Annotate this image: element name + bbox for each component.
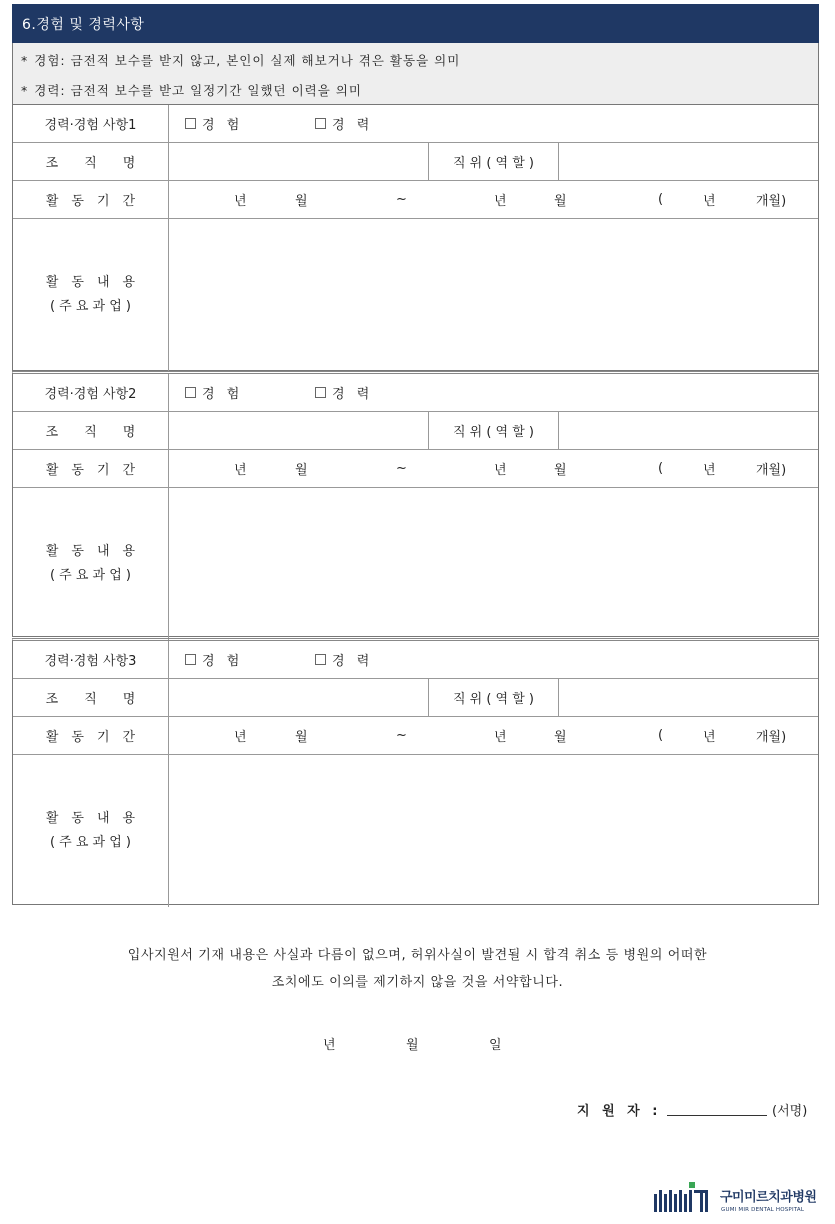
- end-year-unit: 년: [494, 463, 507, 478]
- section-header-row: [13, 374, 818, 412]
- checkbox-icon[interactable]: [185, 387, 196, 398]
- end-year-unit: 년: [494, 194, 507, 209]
- org-name-label: 조 직 명: [13, 143, 169, 180]
- activity-content-label: 활 동 내 용 ( 주 요 과 업 ): [13, 755, 169, 907]
- notes-box: [12, 43, 819, 105]
- duration-months-close: 개월): [756, 730, 787, 745]
- period-tilde: ~: [396, 461, 407, 476]
- section-header-row: [13, 105, 818, 143]
- start-year-unit: 년: [234, 194, 247, 209]
- date-month: 월: [406, 1038, 419, 1053]
- pledge-line-1: 입사지원서 기재 내용은 사실과 다름이 없으며, 허위사실이 발견될 시 합격 취소 등 병원의 어떠한: [127, 948, 708, 963]
- position-role-field[interactable]: [559, 679, 818, 716]
- note-experience: * 경험: 금전적 보수를 받지 않고, 본인이 실제 해보거나 겪은 활동을 의미: [21, 53, 461, 68]
- activity-content-label: 활 동 내 용 ( 주 요 과 업 ): [13, 488, 169, 640]
- activity-content-field[interactable]: [169, 755, 818, 907]
- org-name-label: 조 직 명: [13, 412, 169, 449]
- date-year: 년: [323, 1038, 336, 1053]
- activity-content-field[interactable]: [169, 219, 818, 371]
- section-header-label: 경력·경험 사항1: [13, 105, 169, 142]
- logo-subtitle: GUMI MIR DENTAL HOSPITAL: [721, 1207, 805, 1213]
- period-tilde: ~: [396, 192, 407, 207]
- date-day: 일: [489, 1038, 502, 1053]
- start-year-unit: 년: [234, 730, 247, 745]
- signature-suffix: (서명): [772, 1104, 808, 1119]
- start-month-unit: 월: [295, 463, 308, 478]
- start-month-unit: 월: [295, 194, 308, 209]
- org-row: [13, 143, 818, 181]
- duration-year-unit: 년: [703, 730, 716, 745]
- duration-year-unit: 년: [703, 463, 716, 478]
- checkbox-icon[interactable]: [315, 118, 326, 129]
- position-role-label: 직 위 ( 역 할 ): [429, 143, 559, 180]
- logo-name: 구미미르치과병원: [720, 1190, 817, 1205]
- duration-year-unit: 년: [703, 194, 716, 209]
- experience-section-2: [12, 371, 819, 637]
- period-tilde: ~: [396, 728, 407, 743]
- position-role-field[interactable]: [559, 143, 818, 180]
- checkbox-icon[interactable]: [185, 118, 196, 129]
- experience-section-1: [12, 105, 819, 371]
- position-role-label: 직 위 ( 역 할 ): [429, 679, 559, 716]
- org-name-field[interactable]: [169, 412, 429, 449]
- duration-paren-open: (: [658, 192, 664, 207]
- activity-content-field[interactable]: [169, 488, 818, 640]
- position-role-field[interactable]: [559, 412, 818, 449]
- section-header-label: 경력·경험 사항3: [13, 641, 169, 678]
- note-career: * 경력: 금전적 보수를 받고 일정기간 일했던 이력을 의미: [21, 83, 362, 98]
- end-year-unit: 년: [494, 730, 507, 745]
- checkbox-experience[interactable]: 경 험: [185, 374, 243, 411]
- org-row: [13, 679, 818, 717]
- checkbox-icon[interactable]: [315, 654, 326, 665]
- period-row: [13, 450, 818, 488]
- checkbox-career[interactable]: 경 력: [315, 374, 373, 411]
- period-row: [13, 717, 818, 755]
- org-name-label: 조 직 명: [13, 679, 169, 716]
- content-row: [13, 488, 818, 640]
- checkbox-experience[interactable]: 경 험: [185, 105, 243, 142]
- checkbox-career[interactable]: 경 력: [315, 105, 373, 142]
- experience-section-3: [12, 638, 819, 905]
- checkbox-career[interactable]: 경 력: [315, 641, 373, 678]
- section-title: 6.경험 및 경력사항: [12, 4, 819, 43]
- activity-period-label: 활 동 기 간: [13, 717, 169, 754]
- signature-line[interactable]: [667, 1115, 767, 1116]
- org-row: [13, 412, 818, 450]
- end-month-unit: 월: [554, 463, 567, 478]
- activity-period-label: 활 동 기 간: [13, 450, 169, 487]
- applicant-label: 지 원 자 :: [577, 1104, 662, 1119]
- org-name-field[interactable]: [169, 143, 429, 180]
- activity-content-label: 활 동 내 용 ( 주 요 과 업 ): [13, 219, 169, 371]
- activity-period-label: 활 동 기 간: [13, 181, 169, 218]
- start-year-unit: 년: [234, 463, 247, 478]
- checkbox-experience[interactable]: 경 험: [185, 641, 243, 678]
- end-month-unit: 월: [554, 194, 567, 209]
- period-row: [13, 181, 818, 219]
- section-header-row: [13, 641, 818, 679]
- content-row: [13, 755, 818, 907]
- pledge-line-2: 조치에도 이의를 제기하지 않을 것을 서약합니다.: [271, 975, 564, 990]
- end-month-unit: 월: [554, 730, 567, 745]
- org-name-field[interactable]: [169, 679, 429, 716]
- duration-paren-open: (: [658, 728, 664, 743]
- checkbox-icon[interactable]: [185, 654, 196, 665]
- content-row: [13, 219, 818, 371]
- duration-paren-open: (: [658, 461, 664, 476]
- checkbox-icon[interactable]: [315, 387, 326, 398]
- position-role-label: 직 위 ( 역 할 ): [429, 412, 559, 449]
- start-month-unit: 월: [295, 730, 308, 745]
- duration-months-close: 개월): [756, 194, 787, 209]
- section-header-label: 경력·경험 사항2: [13, 374, 169, 411]
- duration-months-close: 개월): [756, 463, 787, 478]
